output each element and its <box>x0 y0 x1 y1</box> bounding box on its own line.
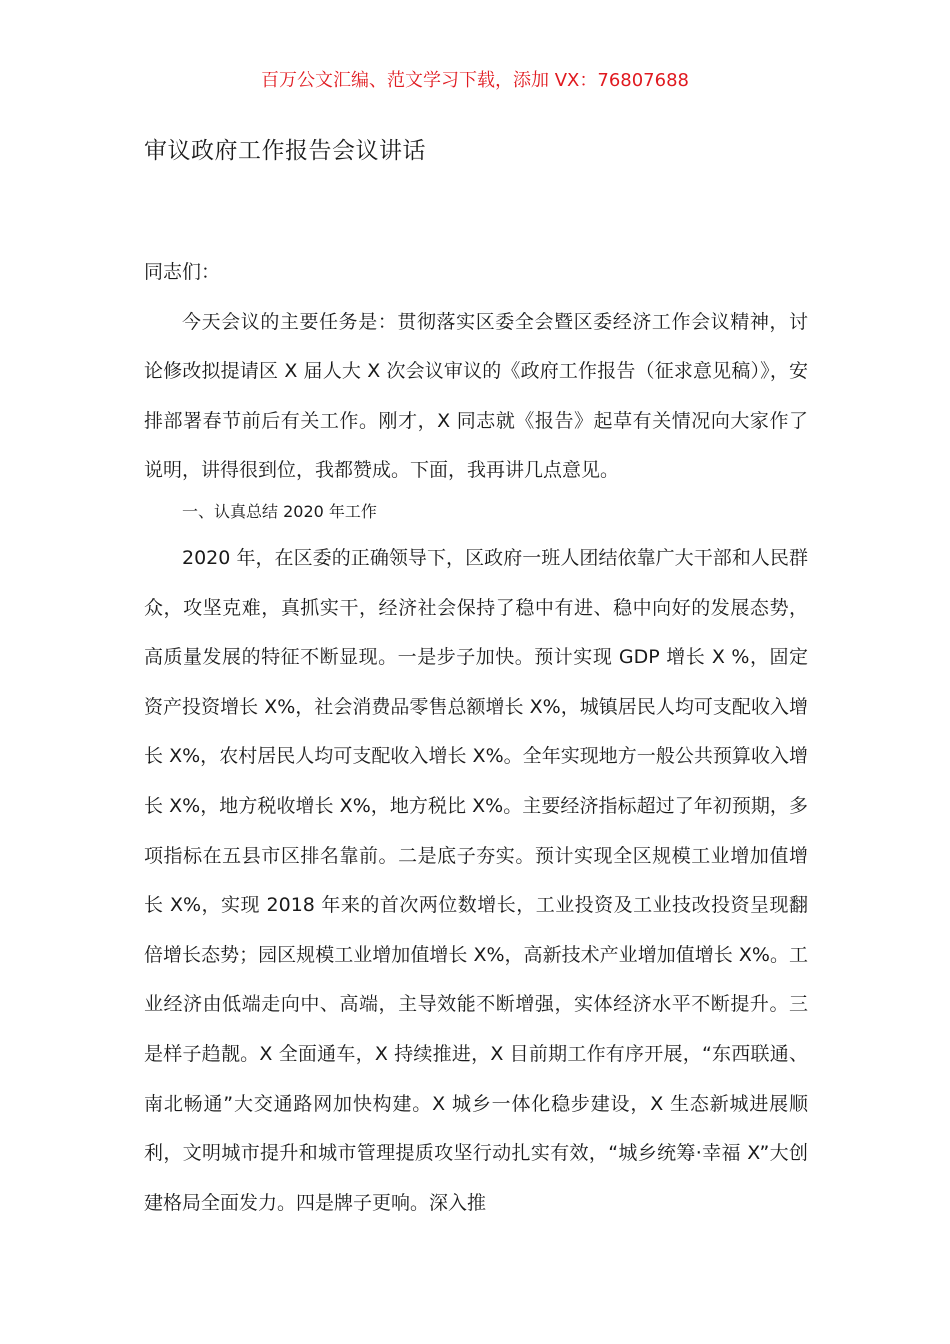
salutation: 同志们： <box>144 261 221 283</box>
section-heading: 一、认真总结 2020 年工作 <box>182 501 377 521</box>
section-paragraph: 2020 年，在区委的正确领导下，区政府一班人团结依靠广大干部和人民群众，攻坚克难，真抓实干，经济社会保持了稳中有进、稳中向好的发展态势，高质量发展的特征不断显现。一是步子加快。预计实现 GDP 增长 X %，固定资产投资增长 X%，社会消费品零售总额增长 X%，城镇居民人均可支配收入增长 X%，农村居民人均可支配收入增长 X%。全年实现地方一般公共预算收入增长 X%，地方税收增长 X%，地方税比 X%。主要经济指标超过了年初预期，多项指标在五县市区排名靠前。二是底子夯实。预计实现全区规模工业增加值增长 X%，实现 2018 年来的首次两位数增长，工业投资及工业技改投资呈现翻倍增长态势；园区规模工业增加值增长 X%，高新技术产业增加值增长 X%。工业经济由低端走向中、高端，主导效能不断增强，实体经济水平不断提升。三是样子趋靓。X 全面通车，X 持续推进，X 目前期工作有序开展，“东西联通、南北畅通”大交通路网加快构建。X 城乡一体化稳步建设，X 生态新城进展顺利，文明城市提升和城市管理提质攻坚行动扎实有效，“城乡统筹·幸福 X”大创建格局全面发力。四是牌子更响。深入推 <box>144 546 808 1214</box>
intro-paragraph: 今天会议的主要任务是：贯彻落实区委全会暨区委经济工作会议精神，讨论修改拟提请区 X 届人大 X 次会议审议的《政府工作报告（征求意见稿）》，安排部署春节前后有关工作。刚才，X 同志就《报告》起草有关情况向大家作了说明，讲得很到位，我都赞成。下面，我再讲几点意见。 <box>144 310 808 482</box>
watermark-banner: 百万公文汇编、范文学习下载，添加 VX：76807688 <box>261 70 689 91</box>
document-title: 审议政府工作报告会议讲话 <box>144 138 426 164</box>
document-body <box>144 248 808 1228</box>
